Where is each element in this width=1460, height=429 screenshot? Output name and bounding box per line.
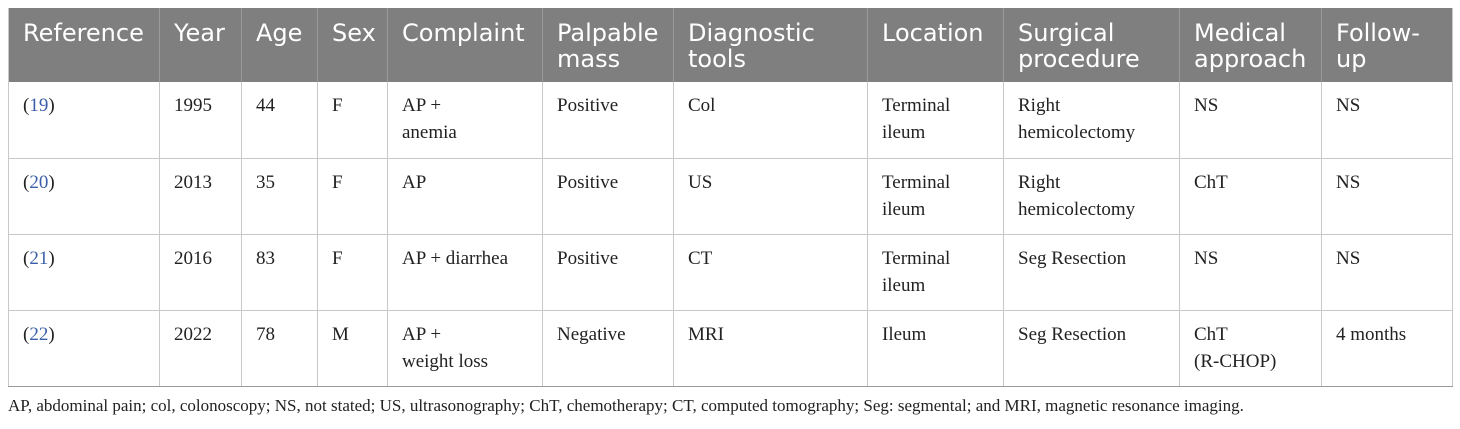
table-row [9,82,1453,158]
cell-surgical-procedure-line: Seg Resection [1018,247,1127,269]
cell-complaint-line: AP [402,171,427,193]
cell-reference: (21) [9,234,160,310]
cell-year: 1995 [160,82,242,158]
cell-sex: F [318,82,388,158]
cell-surgical-procedure-line: hemicolectomy [1018,122,1136,143]
cell-location [868,82,1004,158]
cell-surgical-procedure [1004,158,1180,234]
cell-palpable-mass: Positive [543,234,674,310]
cell-follow-up: NS [1322,234,1453,310]
table-row [9,158,1453,234]
cell-complaint [388,310,543,386]
cell-surgical-procedure-line: Right [1018,171,1061,193]
cell-location-line: Terminal [882,171,951,193]
cell-location [868,310,1004,386]
cell-complaint-line: anemia [402,122,457,143]
cell-location [868,234,1004,310]
cell-diagnostic-tools: Col [674,82,868,158]
cell-medical-approach-line: NS [1194,247,1219,269]
cell-age: 83 [242,234,318,310]
cell-complaint-line: AP + [402,95,442,116]
header-year: Year [160,8,242,82]
reference-link[interactable]: 22 [29,323,49,345]
reference-link[interactable]: 20 [29,171,49,193]
header-palpable-mass: Palpable mass [543,8,674,82]
cell-sex: M [318,310,388,386]
cell-age: 35 [242,158,318,234]
cell-complaint-line: weight loss [402,350,489,372]
cell-year: 2016 [160,234,242,310]
cell-sex: F [318,158,388,234]
cell-palpable-mass: Positive [543,82,674,158]
header-surgical-procedure: Surgical procedure [1004,8,1180,82]
cell-location-line: ileum [882,274,926,296]
cell-age: 44 [242,82,318,158]
cell-follow-up: NS [1322,82,1453,158]
table-row [9,234,1453,310]
case-reports-table [8,8,1453,387]
cell-location-line: ileum [882,122,926,143]
table-footnote: AP, abdominal pain; col, colonoscopy; NS, not stated; US, ultrasonography; ChT, chemotherapy; CT, computed tomography; Seg: segmental; and MRI, magnetic resonance imaging. [8,395,1244,415]
cell-location [868,158,1004,234]
cell-location-line: Terminal [882,95,951,116]
cell-location-line: ileum [882,198,926,220]
cell-age: 78 [242,310,318,386]
cell-surgical-procedure-line: Right [1018,95,1061,116]
cell-complaint [388,158,543,234]
cell-complaint-line: AP + diarrhea [402,247,509,269]
header-location: Location [868,8,1004,82]
cell-diagnostic-tools: MRI [674,310,868,386]
cell-medical-approach-line: (R-CHOP) [1194,350,1277,372]
cell-follow-up: 4 months [1322,310,1453,386]
header-diagnostic-tools: Diagnostic tools [674,8,868,82]
header-follow-up: Follow-up [1322,8,1453,82]
cell-medical-approach [1180,234,1322,310]
header-medical-approach: Medical approach [1180,8,1322,82]
cell-surgical-procedure-line: Seg Resection [1018,323,1127,345]
cell-year: 2022 [160,310,242,386]
reference-link[interactable]: 19 [29,95,49,116]
reference-link[interactable]: 21 [29,247,49,269]
cell-complaint-line: AP + [402,323,442,345]
cell-location-line: Ileum [882,323,927,345]
cell-medical-approach-line: ChT [1194,171,1228,193]
cell-surgical-procedure [1004,234,1180,310]
cell-complaint [388,82,543,158]
header-sex: Sex [318,8,388,82]
cell-surgical-procedure-line: hemicolectomy [1018,198,1136,220]
header-reference: Reference [9,8,160,82]
cell-follow-up: NS [1322,158,1453,234]
cell-surgical-procedure [1004,82,1180,158]
cell-sex: F [318,234,388,310]
cell-medical-approach [1180,82,1322,158]
cell-palpable-mass: Negative [543,310,674,386]
cell-diagnostic-tools: US [674,158,868,234]
header-age: Age [242,8,318,82]
header-row [9,8,1453,82]
cell-palpable-mass: Positive [543,158,674,234]
cell-complaint [388,234,543,310]
cell-surgical-procedure [1004,310,1180,386]
table-container [8,8,1452,417]
cell-medical-approach [1180,158,1322,234]
cell-reference: (20) [9,158,160,234]
cell-diagnostic-tools: CT [674,234,868,310]
cell-reference: (19) [9,82,160,158]
cell-location-line: Terminal [882,247,951,269]
header-complaint: Complaint [388,8,543,82]
cell-medical-approach [1180,310,1322,386]
cell-reference: (22) [9,310,160,386]
table-row [9,310,1453,386]
cell-year: 2013 [160,158,242,234]
cell-medical-approach-line: NS [1194,95,1219,116]
cell-medical-approach-line: ChT [1194,323,1228,345]
